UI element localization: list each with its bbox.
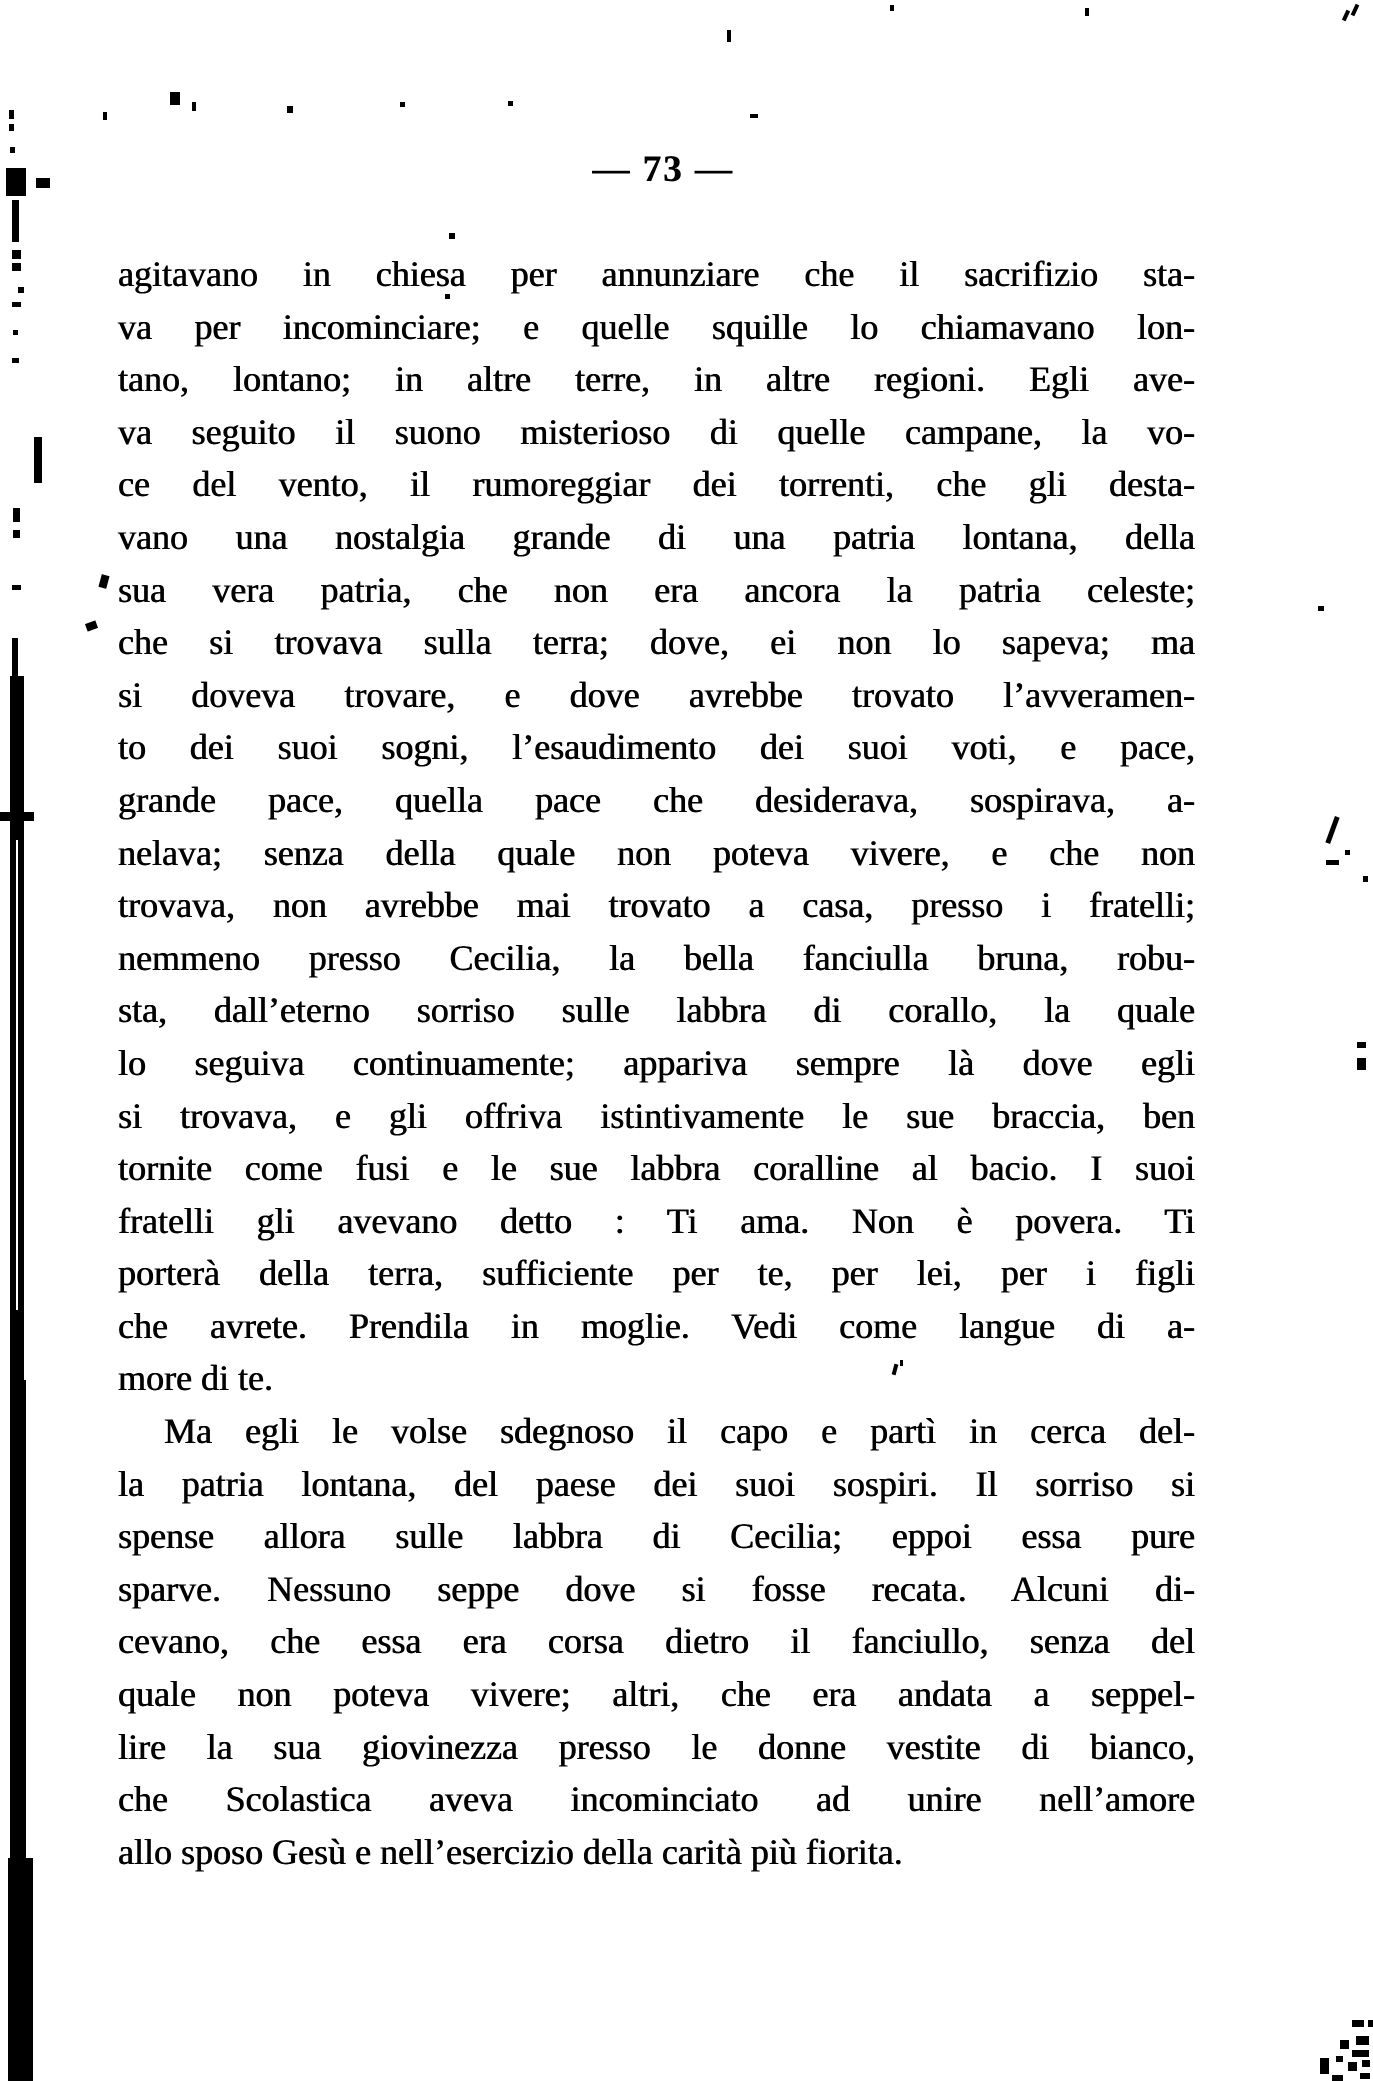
scan-artifact [12, 302, 21, 307]
text-line: la patria lontana, del paese dei suoi sospiri. Il sorriso si [118, 1463, 1195, 1504]
body-text [118, 248, 1195, 1878]
text-line: fratelli gli avevano detto : Ti ama. Non è povera. Ti [118, 1200, 1195, 1241]
text-line: sua vera patria, che non era ancora la patria celeste; [118, 569, 1195, 610]
scan-artifact [12, 358, 19, 363]
scan-artifact [16, 840, 18, 1310]
scan-artifact [1357, 1042, 1366, 1048]
scan-artifact [1318, 606, 1324, 611]
scan-artifact [0, 812, 34, 821]
scan-artifact [750, 114, 758, 118]
text-line: va seguito il suono misterioso di quelle campane, la vo- [118, 411, 1195, 452]
scan-artifact [13, 530, 20, 538]
text-line: to dei suoi sogni, l’esaudimento dei suoi voti, e pace, [118, 727, 1195, 768]
scan-artifact [400, 102, 405, 107]
scan-artifact [8, 1858, 33, 2081]
scan-artifact [1336, 2056, 1343, 2062]
scan-artifact [13, 330, 18, 335]
scan-artifact [6, 168, 26, 196]
scan-artifact [1325, 816, 1339, 844]
text-line: ce del vento, il rumoreggiar dei torrenti, che gli desta- [118, 464, 1195, 505]
scan-artifact [727, 30, 731, 42]
scan-artifact [900, 1360, 903, 1366]
scan-artifact [98, 574, 109, 589]
text-line: tornite come fusi e le sue labbra coralline al bacio. I suoi [118, 1148, 1195, 1189]
text-line: lo seguiva continuamente; appariva sempre là dove egli [118, 1042, 1195, 1083]
scan-artifact [1363, 876, 1368, 882]
scan-artifact [85, 620, 98, 631]
scan-artifact [12, 638, 18, 676]
text-line: va per incominciare; e quelle squille lo chiamavano lon- [118, 306, 1195, 347]
scan-artifact [508, 101, 513, 106]
text-line: more di te. [118, 1358, 273, 1399]
scan-artifact [36, 178, 50, 188]
scan-artifact [1332, 2075, 1343, 2081]
page-number: — 73 — [592, 149, 734, 190]
text-line: nelava; senza della quale non poteva vivere, e che non [118, 832, 1195, 873]
text-line: lire la sua giovinezza presso le donne vestite di bianco, [118, 1726, 1195, 1767]
text-line: allo sposo Gesù e nell’esercizio della carità più fiorita. [118, 1831, 903, 1872]
text-line: vano una nostalgia grande di una patria lontana, della [118, 516, 1195, 557]
text-line: che Scolastica aveva incominciato ad unire nell’amore [118, 1779, 1195, 1820]
text-line: spense allora sulle labbra di Cecilia; eppoi essa pure [118, 1516, 1195, 1557]
scan-artifact [445, 294, 450, 299]
scan-artifact [12, 263, 21, 271]
scan-artifact [12, 250, 21, 259]
scan-artifact [1357, 1058, 1366, 1070]
scan-artifact [12, 200, 19, 242]
scan-artifact [13, 508, 20, 522]
scan-artifact [1085, 8, 1089, 16]
scan-artifact [890, 5, 894, 11]
text-line: trovava, non avrebbe mai trovato a casa, presso i fratelli; [118, 885, 1195, 926]
text-line: agitavano in chiesa per annunziare che il sacrifizio sta- [118, 254, 1195, 294]
scan-artifact [1326, 860, 1339, 865]
scan-artifact [10, 1380, 26, 1858]
text-line: nemmeno presso Cecilia, la bella fanciulla bruna, robu- [118, 937, 1195, 978]
scan-artifact [34, 437, 42, 483]
text-line: porterà della terra, sufficiente per te, per lei, per i figli [118, 1253, 1195, 1294]
scan-artifact [1362, 2060, 1370, 2067]
text-line: Ma egli le volse sdegnoso il capo e partì in cerca del- [164, 1411, 1195, 1452]
scan-artifact [170, 92, 180, 105]
scan-artifact [287, 106, 293, 113]
scan-artifact [449, 233, 455, 239]
scan-artifact [103, 112, 107, 120]
text-line: tano, lontano; in altre terre, in altre regioni. Egli ave- [118, 359, 1195, 400]
scan-artifact [9, 110, 14, 119]
scan-artifact [1342, 10, 1350, 22]
text-line: si trovava, e gli offriva istintivamente le sue braccia, ben [118, 1095, 1195, 1136]
text-line: grande pace, quella pace che desiderava, sospirava, a- [118, 779, 1195, 820]
scan-artifact [192, 102, 196, 111]
scan-artifact [1320, 2058, 1329, 2074]
scan-artifact [1340, 2040, 1349, 2049]
scan-artifact [1368, 2020, 1373, 2027]
scan-artifact [12, 585, 21, 590]
scan-artifact [1356, 2036, 1369, 2045]
text-line: cevano, che essa era corsa dietro il fanciullo, senza del [118, 1621, 1195, 1662]
text-line: sparve. Nessuno seppe dove si fosse recata. Alcuni di- [118, 1568, 1195, 1609]
scan-artifact [1351, 4, 1360, 17]
scan-artifact [1348, 2062, 1357, 2071]
scan-artifact [18, 287, 24, 293]
text-line: quale non poteva vivere; altri, che era andata a seppel- [118, 1674, 1195, 1715]
scan-artifact [9, 124, 14, 131]
text-line: che avrete. Prendila in moglie. Vedi come langue di a- [118, 1305, 1195, 1346]
text-line: che si trovava sulla terra; dove, ei non lo sapeva; ma [118, 622, 1195, 663]
text-line: sta, dall’eterno sorriso sulle labbra di corallo, la quale [118, 990, 1195, 1031]
scan-artifact [1345, 850, 1350, 855]
scan-artifact [1352, 2050, 1369, 2057]
scan-artifact [1352, 2020, 1364, 2027]
text-line: si doveva trovare, e dove avrebbe trovato l’avveramen- [118, 674, 1195, 715]
scan-artifact [10, 147, 15, 153]
scan-artifact [1360, 2073, 1370, 2079]
